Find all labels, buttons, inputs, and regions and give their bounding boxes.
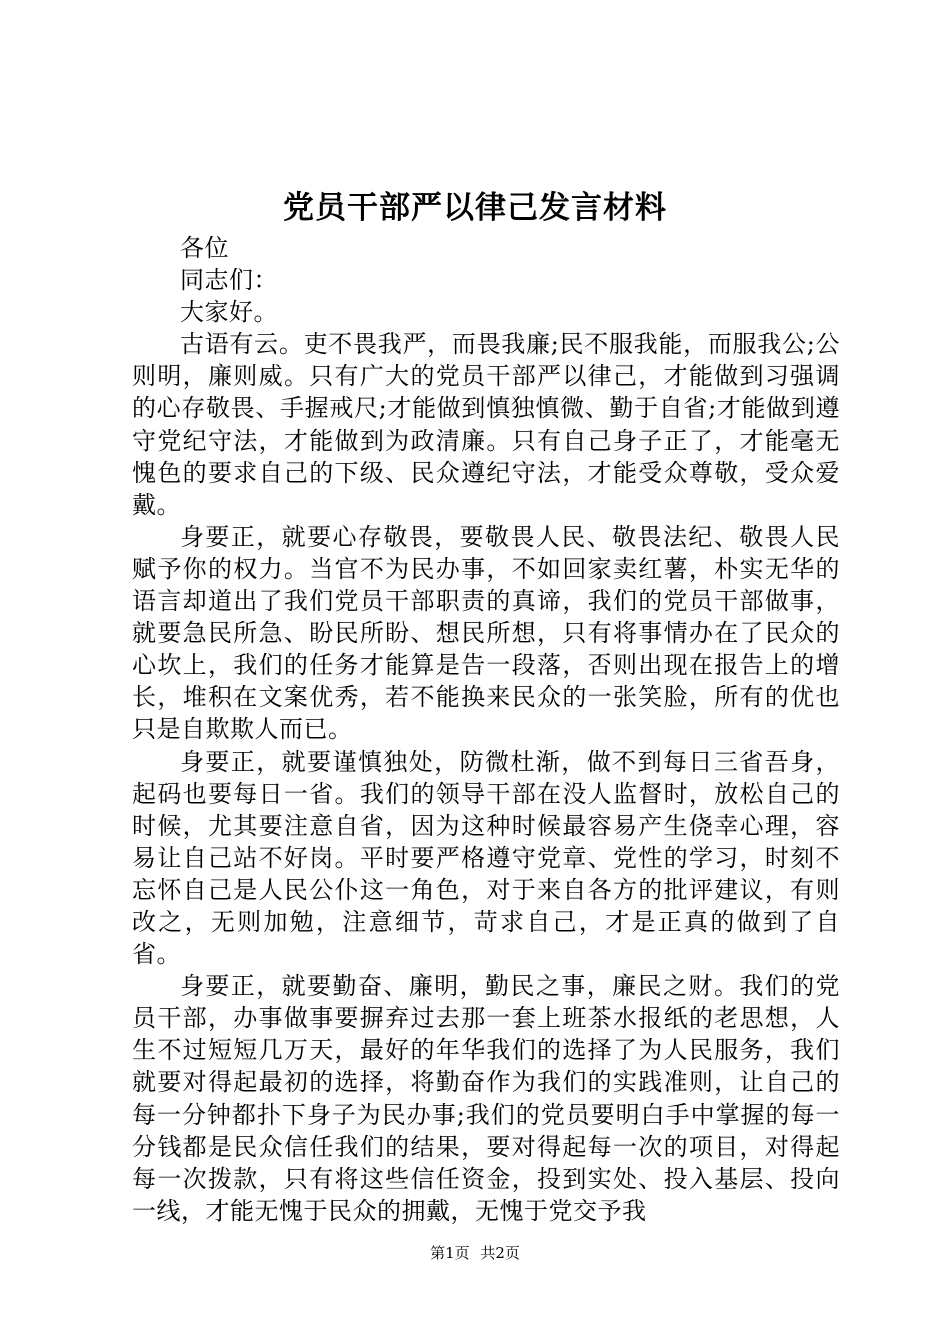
greeting-line: 同志们： <box>180 266 278 295</box>
document-title: 党员干部严以律己发言材料 <box>283 190 667 226</box>
body-paragraph: 身要正，就要勤奋、廉明，勤民之事，廉民之财。我们的党员干部，办事做事要摒弃过去那一套上班茶水报纸的老思想，人生不过短短几万天，最好的年华我们的选择了为人民服务，我们就要对得起最初的选择，将勤奋作为我们的实践准则，让自己的每一分钟都扑下身子为民办事;我们的党员要明白手中掌握的每一分钱都是民众信任我们的结果，要对得起每一次的项目，对得起每一次拨款，只有将这些信任资金，投到实处、投入基层、投向一线，才能无愧于民众的拥戴，无愧于党交予我 <box>132 972 840 1225</box>
page-footer <box>0 1243 950 1263</box>
body-paragraph: 古语有云。吏不畏我严，而畏我廉;民不服我能，而服我公;公则明，廉则威。只有广大的党员干部严以律己，才能做到习强调的心存敬畏、手握戒尺;才能做到慎独慎微、勤于自省;才能做到遵守党纪守法，才能做到为政清廉。只有自己身子正了，才能毫无愧色的要求自己的下级、民众遵纪守法，才能受众尊敬，受众爱戴。 <box>132 330 840 519</box>
page-number: 第1页 <box>430 1244 470 1262</box>
body-paragraph: 身要正，就要谨慎独处，防微杜渐，做不到每日三省吾身，起码也要每日一省。我们的领导干部在没人监督时，放松自己的时候，尤其要注意自省，因为这种时候最容易产生侥幸心理，容易让自己站不好岗。平时要严格遵守党章、党性的学习，时刻不忘怀自己是人民公仆这一角色，对于来自各方的批评建议，有则改之，无则加勉，注意细节，苛求自己，才是正真的做到了自省。 <box>132 747 840 969</box>
page-total: 共2页 <box>480 1244 520 1262</box>
body-paragraph: 身要正，就要心存敬畏，要敬畏人民、敬畏法纪、敬畏人民赋予你的权力。当官不为民办事，不如回家卖红薯，朴实无华的语言却道出了我们党员干部职责的真谛，我们的党员干部做事，就要急民所急、盼民所盼、想民所想，只有将事情办在了民众的心坎上，我们的任务才能算是告一段落，否则出现在报告上的增长，堆积在文案优秀，若不能换来民众的一张笑脸，所有的优也只是自欺欺人而已。 <box>132 522 840 744</box>
greeting-line: 各位 <box>180 234 229 262</box>
document-body <box>132 232 840 1227</box>
greeting-line: 大家好。 <box>180 298 278 327</box>
